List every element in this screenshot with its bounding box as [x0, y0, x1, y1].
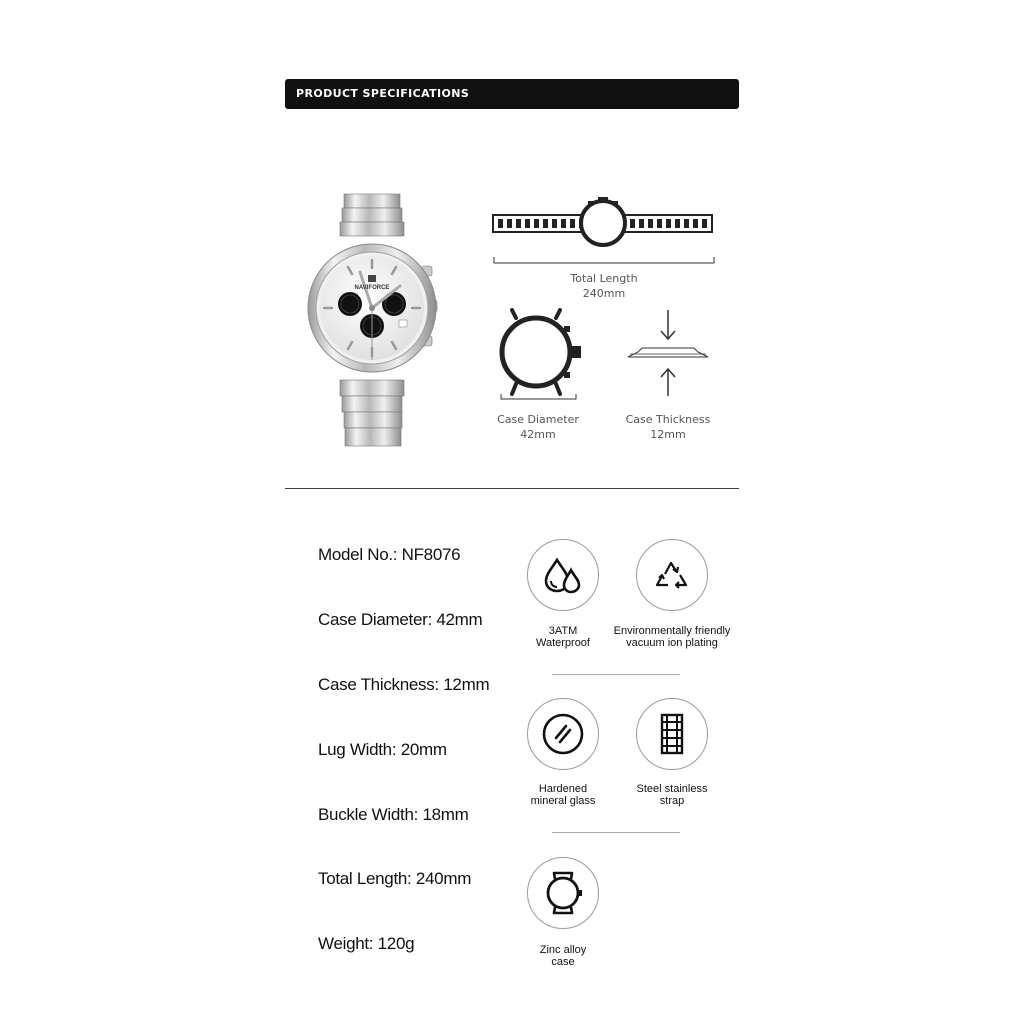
section-divider [285, 488, 739, 489]
watch-brand-logo: NAVIFORCE [354, 285, 390, 291]
total-length-value: 240mm [582, 287, 626, 300]
feature-zinc-case-line2: case [551, 956, 575, 968]
case-thickness-value: 12mm [650, 428, 686, 441]
feature-waterproof-circle [527, 539, 599, 611]
feature-waterproof-line1: 3ATM [548, 625, 578, 637]
feature-steel-strap-label [602, 783, 742, 807]
case-diameter-label: Case Diameter [497, 413, 579, 426]
feature-zinc-case-circle [527, 857, 599, 929]
feature-mineral-glass-line1: Hardened [538, 783, 588, 795]
features-separator-2 [552, 832, 680, 833]
feature-steel-strap-circle [636, 698, 708, 770]
case-thickness-label: Case Thickness [625, 413, 711, 426]
total-length-diagram [490, 195, 718, 267]
feature-mineral-glass-circle [527, 698, 599, 770]
total-length-label: Total Length [570, 272, 638, 285]
feature-eco-plating-line2: vacuum ion plating [626, 637, 718, 649]
case-icon [540, 870, 586, 916]
feature-waterproof-line2: Waterproof [535, 637, 590, 649]
strap-icon [649, 711, 695, 757]
section-header-bar [285, 79, 739, 109]
features-separator [552, 674, 680, 675]
case-diameter-diagram [494, 308, 586, 404]
case-diameter-value: 42mm [520, 428, 556, 441]
spec-total-length: Total Length: 240mm [318, 869, 472, 888]
feature-eco-plating-line1: Environmentally friendly [613, 625, 731, 637]
feature-steel-strap-line1: Steel stainless [636, 783, 708, 795]
case-thickness-diagram [624, 308, 712, 400]
spec-buckle-width: Buckle Width: 18mm [318, 805, 469, 824]
spec-case-thickness: Case Thickness: 12mm [318, 675, 490, 694]
recycle-icon [649, 552, 695, 598]
spec-model-no: Model No.: NF8076 [318, 545, 461, 564]
watch-product-image [300, 190, 450, 452]
feature-steel-strap-line2: strap [659, 795, 685, 807]
spec-case-diameter: Case Diameter: 42mm [318, 610, 483, 629]
section-title: PRODUCT SPECIFICATIONS [296, 87, 470, 100]
water-drops-icon [540, 552, 586, 598]
glass-icon [540, 711, 586, 757]
feature-mineral-glass-line2: mineral glass [530, 795, 596, 807]
feature-eco-plating-label [602, 625, 742, 649]
feature-zinc-case-line1: Zinc alloy [539, 944, 587, 956]
feature-eco-plating-circle [636, 539, 708, 611]
feature-zinc-case-label [493, 944, 633, 968]
spec-lug-width: Lug Width: 20mm [318, 740, 447, 759]
spec-weight: Weight: 120g [318, 934, 415, 953]
